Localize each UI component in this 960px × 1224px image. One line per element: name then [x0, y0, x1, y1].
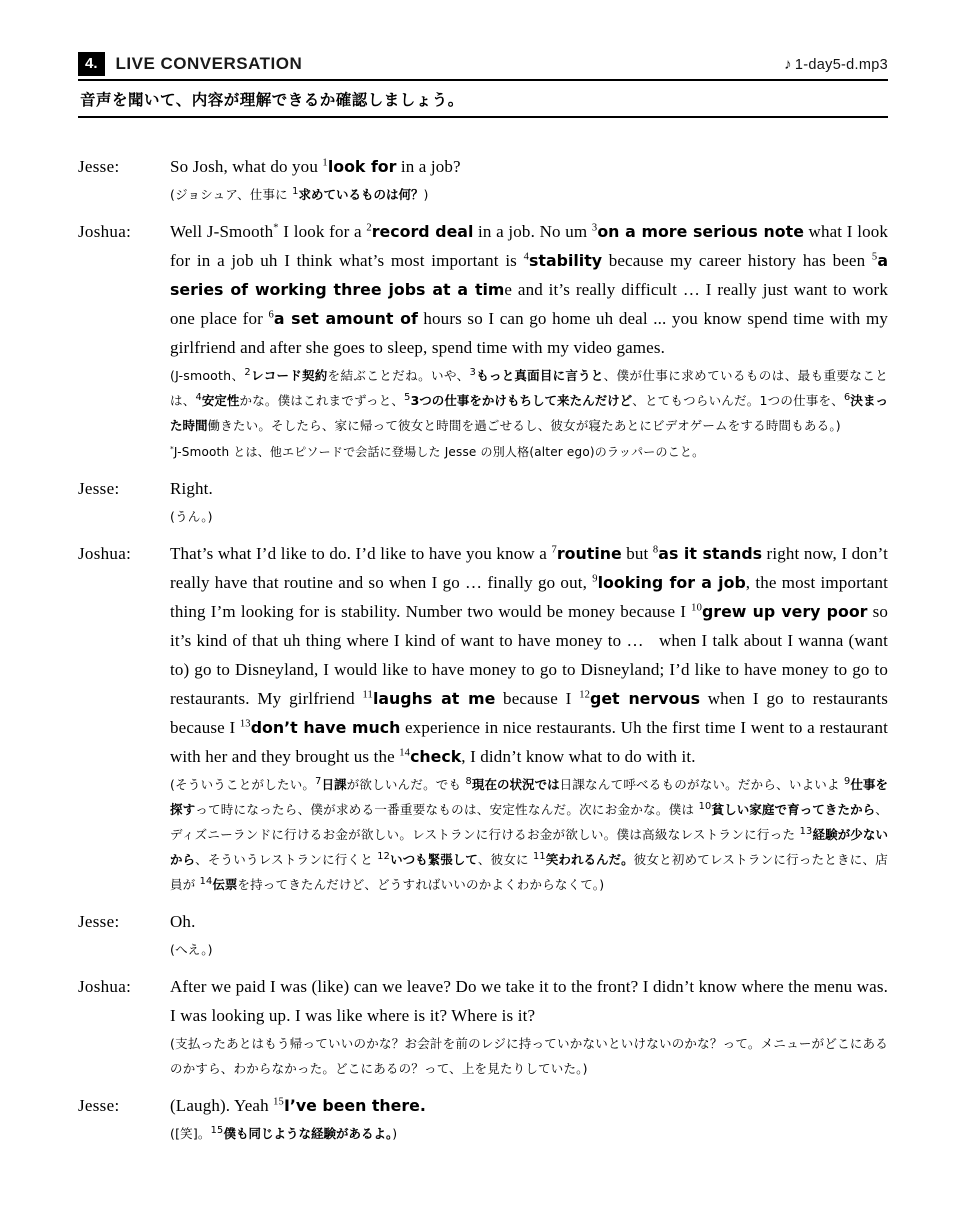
japanese-translation: (ジョシュア、仕事に $^1$求めているものは何？) — [170, 185, 429, 202]
dialogue-turn — [78, 152, 888, 207]
speaker-label: Joshua: — [78, 544, 132, 563]
turn-lines — [170, 1091, 888, 1146]
speaker-label: Jesse: — [78, 157, 120, 176]
japanese-translation: (へえ。) — [170, 942, 213, 957]
dialogue-turn — [78, 907, 888, 962]
dialogue-turn — [78, 1091, 888, 1146]
footnote: *J-Smooth とは、他エピソードで会話に登場した Jesse の別人格(alter ego)のラッパーのこと。 — [170, 444, 705, 459]
dialogue-list — [78, 152, 888, 1146]
music-note-icon: ♪ — [784, 55, 792, 73]
dialogue-turn — [78, 539, 888, 897]
dialogue-turn — [78, 217, 888, 464]
japanese-translation: (J-smooth、$^2$レコード契約を結ぶことだね。いや、$^3$もっと真面目に言うと、僕が仕事に求めているものは、最も重要なことは、$^4$安定性かな。僕はこれまでずっと、$^5$3つの仕事をかけもちして来たんだけど、とてもつらいんだ。1つの仕事を、$^6$決まった時間働きたい。そしたら、家に帰って彼女と時間を過ごせるし、彼女が寝たあとにビデオゲームをする時間もある。) — [170, 366, 889, 433]
turn-lines — [170, 474, 888, 529]
section-title: LIVE CONVERSATION — [115, 54, 303, 73]
english-line: So Josh, what do you $^1$look for in a job? — [170, 157, 461, 176]
section-header — [78, 52, 888, 81]
japanese-translation: (うん。) — [170, 509, 213, 524]
audio-file-label — [784, 56, 888, 73]
speaker-label: Jesse: — [78, 479, 120, 498]
speaker-label: Jesse: — [78, 912, 120, 931]
english-line: That’s what I’d like to do. I’d like to have you know a $^7$routine but $^8$as it stands right now, I don’t really have that routine and so when I go … finally go out, $^9$looking for a job, the most important thing I’m looking for is stability. Number two would be money because I $^{10}$grew up very poor so it’s kind of that uh thing where I kind of want to have money to … when I talk about I wanna (want to) go to Disneyland, I would like to have money to go to Disneyland; I’d like to have money to go to restaurants. My girlfriend $^{11}$laughs at me because I $^{12}$get nervous when I go to restaurants because I $^{13}$don’t have much experience in nice restaurants. Uh the first time I went to a restaurant with her and they brought us the $^{14}$check, I didn’t know what to do with it. — [170, 544, 889, 766]
turn-lines — [170, 972, 888, 1081]
section-header-left — [78, 52, 302, 76]
speaker-label: Joshua: — [78, 222, 132, 241]
japanese-translation: (支払ったあとはもう帰っていいのかな？お会計を前のレジに持っていかないといけないのかな？って。メニューがどこにあるのかすら、わからなかった。どこにあるの？って、上を見たりしていた。) — [170, 1036, 888, 1076]
turn-lines — [170, 152, 888, 207]
japanese-translation: (そういうことがしたい。$^7$日課が欲しいんだ。でも $^8$現在の状況では日課なんて呼べるものがない。だから、いよいよ $^9$仕事を探すって時になったら、僕が求める一番重要なものは、安定性なんだ。次にお金かな。僕は $^{10}$貧しい家庭で育ってきたから、ディズニーランドに行けるお金が欲しい。レストランに行けるお金が欲しい。僕は高級なレストランに行った $^{13}$経験が少ないから、そういうレストランに行くと $^{12}$いつも緊張して、彼女に $^{11}$笑われるんだ。彼女と初めてレストランに行ったときに、店員が $^{14}$伝票を持ってきたんだけど、どうすればいいのかよくわからなくて。) — [170, 775, 888, 892]
english-line: (Laugh). Yeah $^{15}$I’ve been there. — [170, 1096, 426, 1115]
english-line: Well J-Smooth* I look for a $^2$record deal in a job. No um $^3$on a more serious note what I look for in a job uh I think what’s most important is $^4$stability because my career history has been $^5$a series of working three jobs at a time and it’s really difficult … I really just want to work one place for $^6$a set amount of hours so I can go home uh deal ... you know spend time with my girlfriend and after she goes to sleep, spend time with my video games. — [170, 222, 889, 357]
audio-file-name: 1-day5-d.mp3 — [794, 56, 888, 73]
speaker-label: Jesse: — [78, 1096, 120, 1115]
english-line: Oh. — [170, 912, 196, 931]
speaker-label: Joshua: — [78, 977, 132, 996]
turn-lines — [170, 539, 888, 897]
english-line: After we paid I was (like) can we leave? Do we take it to the front? I didn’t know where the menu was. I was looking up. I was like where is it? Where is it? — [170, 977, 888, 1025]
turn-lines — [170, 217, 888, 464]
english-line: Right. — [170, 479, 213, 498]
japanese-translation: ([笑]。$^{15}$僕も同じような経験があるよ。) — [170, 1124, 398, 1141]
section-number-badge: 4. — [78, 52, 105, 76]
turn-lines — [170, 907, 888, 962]
instruction-text: 音声を聞いて、内容が理解できるか確認しましょう。 — [78, 81, 888, 118]
dialogue-turn — [78, 972, 888, 1081]
dialogue-turn — [78, 474, 888, 529]
